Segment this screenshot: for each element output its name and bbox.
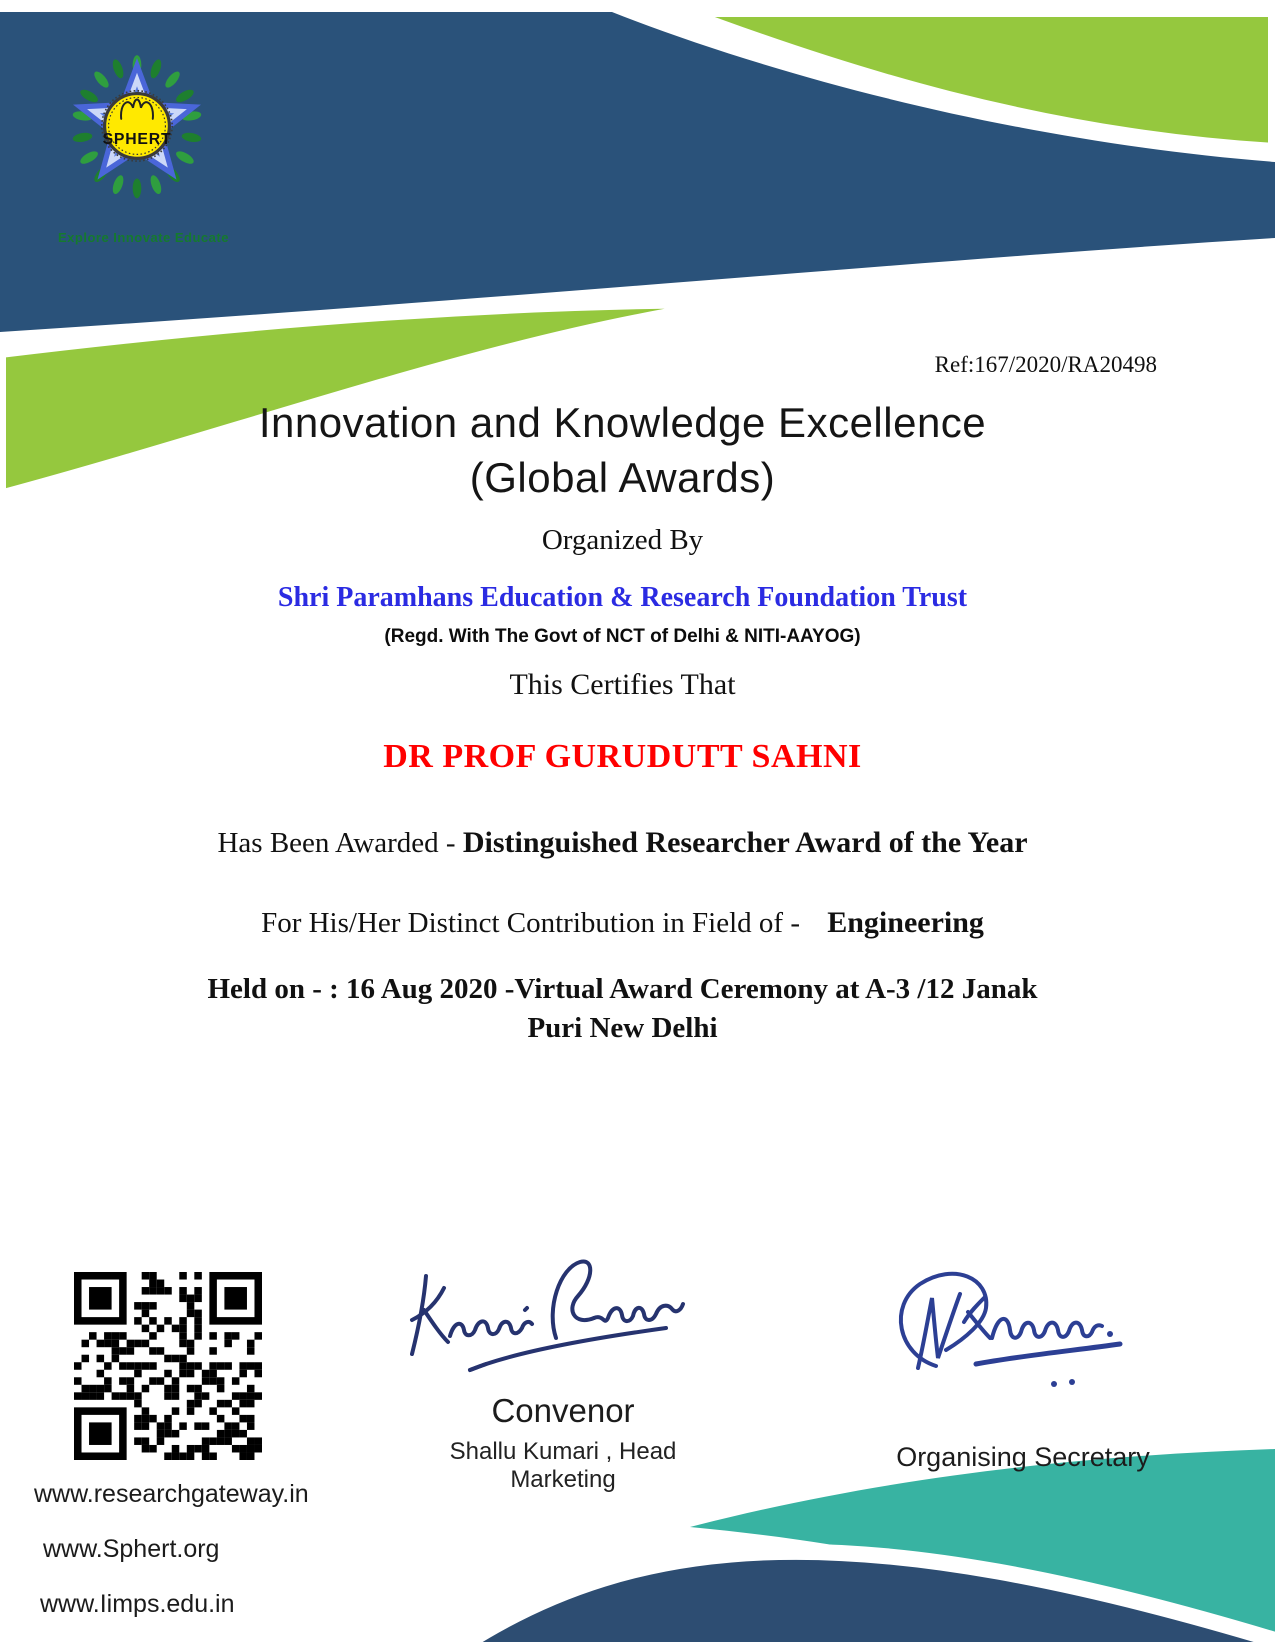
convenor-name-label: Shallu Kumari , Head Marketing <box>449 1438 677 1493</box>
sphert-logo <box>58 46 229 245</box>
convenor-signature-image <box>398 1238 728 1388</box>
organized-by-label: Organized By <box>541 524 704 556</box>
recipient-name: DR PROF GURUDUTT SAHNI <box>383 738 862 775</box>
convenor-role-label: Convenor <box>491 1392 635 1429</box>
organization-name: Shri Paramhans Education & Research Foundation Trust <box>277 582 968 613</box>
secretary-signature-image <box>858 1258 1188 1408</box>
field-line <box>0 906 1245 940</box>
award-name: Distinguished Researcher Award of the Year <box>462 826 1028 859</box>
ref-number: Ref:167/2020/RA20498 <box>934 352 1157 377</box>
logo-badge <box>102 94 172 159</box>
secretary-role-label: Organising Secretary <box>896 1442 1150 1472</box>
held-on-line-1: Held on - : 16 Aug 2020 -Virtual Award Ceremony at A-3 /12 Janak <box>207 973 1038 1005</box>
award-prefix: Has Been Awarded - <box>217 827 463 859</box>
website-list <box>34 1480 309 1645</box>
signature-block-secretary <box>858 1258 1188 1473</box>
field-prefix: For His/Her Distinct Contribution in Field of - <box>261 907 808 939</box>
logo-text: SPHERT <box>102 131 172 149</box>
field-name: Engineering <box>827 906 984 939</box>
website-researchgateway: www.researchgateway.in <box>34 1480 309 1508</box>
award-line <box>0 826 1245 860</box>
signature-block-convenor <box>398 1238 728 1494</box>
title-line-1: Innovation and Knowledge Excellence <box>258 399 987 446</box>
certifies-label: This Certifies That <box>509 668 736 701</box>
logo-tagline: Explore Innovate Educate <box>58 230 229 245</box>
title-line-2: (Global Awards) <box>469 453 776 501</box>
website-iimps: www.Iimps.edu.in <box>40 1590 235 1618</box>
website-sphert: www.Sphert.org <box>43 1535 220 1563</box>
qr-code <box>74 1272 262 1460</box>
certificate-title <box>0 396 1245 505</box>
held-on-line <box>0 970 1245 1048</box>
held-on-line-2: Puri New Delhi <box>527 1012 718 1045</box>
logo-star-icon <box>58 46 216 228</box>
registration-note: (Regd. With The Govt of NCT of Delhi & NITI-AAYOG) <box>384 626 861 647</box>
